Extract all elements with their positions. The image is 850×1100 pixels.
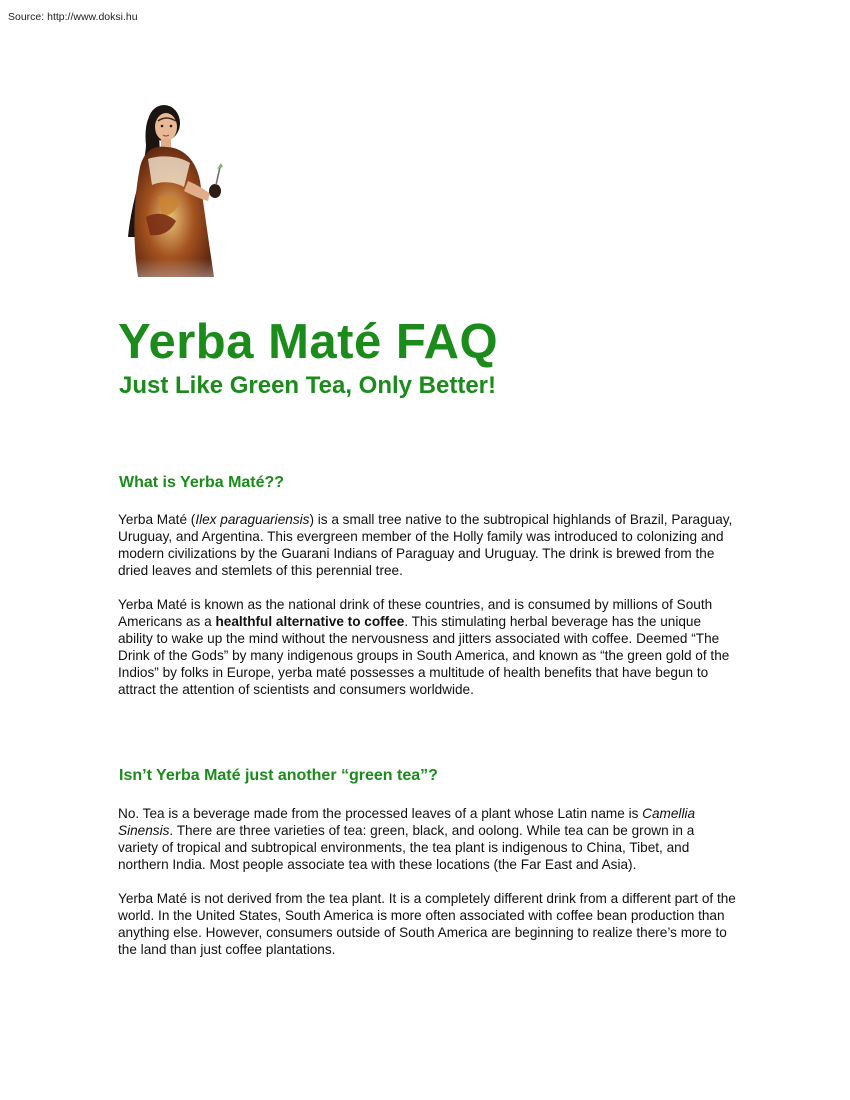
section-heading-what-is: What is Yerba Maté?? xyxy=(119,474,285,491)
section-2-paragraph-2: Yerba Maté is not derived from the tea plant. It is a completely different drink from a different part of the world. In the United States, South America is more often associated with coffee bean production than anything else. However, consumers outside of South America are beginning to realize there’s more to the land than just coffee plantations. xyxy=(118,891,736,957)
section-1-paragraph-1: Yerba Maté (Ilex paraguariensis) is a small tree native to the subtropical highlands of Brazil, Paraguay, Uruguay, and Argentina. This evergreen member of the Holly family was introduced to colonizing and modern civilizations by the Guarani Indians of Paraguay and Uruguay. The drink is brewed from the dried leaves and stemlets of this perennial tree. xyxy=(118,512,733,578)
portrait-illustration xyxy=(118,97,230,312)
latin-name-italic: Camellia Sinensis xyxy=(118,806,696,838)
emphasis-bold: healthful alternative to coffee xyxy=(215,613,405,629)
section-1-paragraph-2: Yerba Maté is known as the national drink of these countries, and is consumed by millions of South Americans as a healthful alternative to coffee. This stimulating herbal beverage has the unique ability to wake up the mind without the nervousness and jitters associated with coffee. Deemed “The Drink of the Gods” by many indigenous groups in South America, and known as “the green gold of the Indios” by folks in Europe, yerba maté possesses a multitude of health benefits that have begun to attract the attention of scientists and consumers worldwide. xyxy=(118,597,730,697)
section-2-paragraph-1: No. Tea is a beverage made from the processed leaves of a plant whose Latin name is Camellia Sinensis. There are three varieties of tea: green, black, and oolong. While tea can be grown in a variety of tropical and subtropical environments, the tea plant is indigenous to China, Tibet, and northern India. Most people associate tea with these locations (the Far East and Asia). xyxy=(118,806,696,872)
page-title: Yerba Maté FAQ xyxy=(118,315,499,369)
section-heading-green-tea: Isn’t Yerba Maté just another “green tea”? xyxy=(119,767,438,784)
latin-name-italic: Ilex paraguariensis xyxy=(195,512,310,527)
page-subtitle: Just Like Green Tea, Only Better! xyxy=(119,372,497,399)
source-url: Source: http://www.doksi.hu xyxy=(8,11,138,23)
